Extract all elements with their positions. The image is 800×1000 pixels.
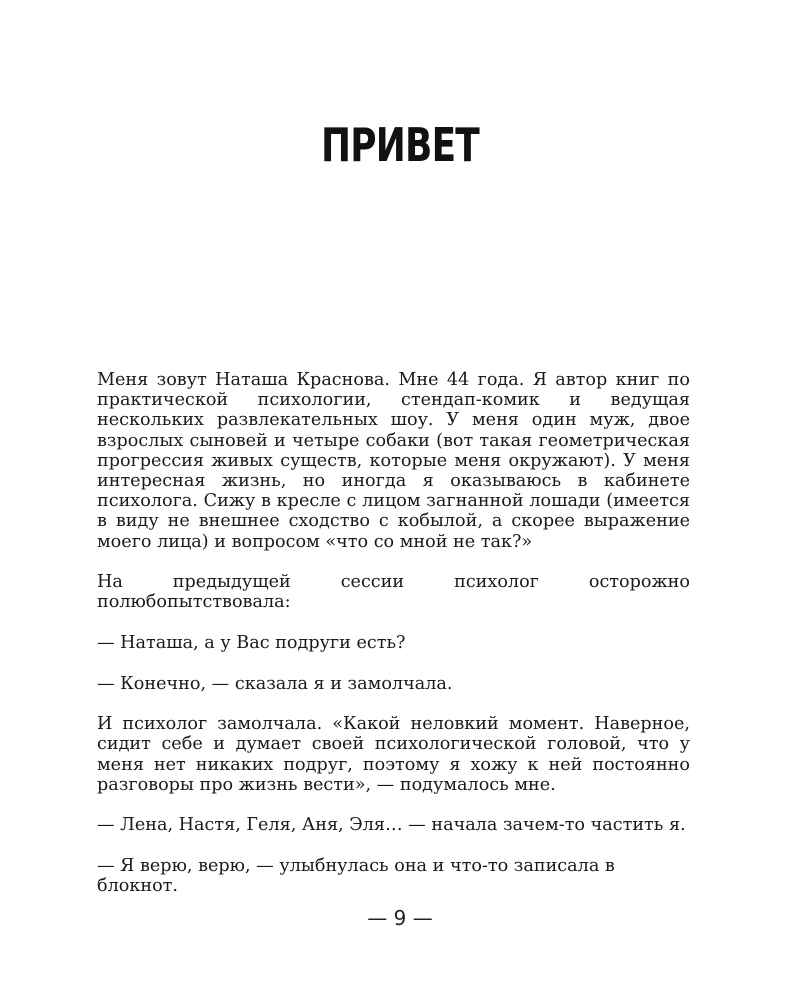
chapter-title: ПРИВЕТ: [320, 118, 479, 172]
dialogue-line: — Наташа, а у Вас подруги есть?: [97, 633, 406, 654]
dialogue-line: — Конечно, — сказала я и замолчала.: [97, 673, 453, 694]
paragraph-reflection: И психолог замолчала. «Какой неловкий момент. Наверное, сидит себе и думает своей психологической головой, что у меня нет никаких подруг, поэтому я хожу к ней постоянно разговоры про жизнь вести», — подумалось мне.: [97, 714, 690, 795]
dialogue-line: — Я верю, верю, — улыбнулась она и что-то записала в блокнот.: [97, 856, 615, 897]
paragraph-session: На предыдущей сессии психолог осторожно полюбопытствовала:: [97, 572, 690, 613]
paragraph-intro: Меня зовут Наташа Краснова. Мне 44 года. Я автор книг по практической психологии, стендап-комик и ведущая нескольких развлекательных шоу. У меня один муж, двое взрослых сыновей и четыре собаки (вот такая геометрическая прогрессия живых существ, которые меня окружают). У меня интересная жизнь, но иногда я оказываюсь в кабинете психолога. Сижу в кресле с лицом загнанной лошади (имеется в виду не внешнее сходство с кобылой, а скорее выражение моего лица) и вопросом «что со мной не так?»: [97, 370, 690, 552]
chapter-body: [97, 370, 690, 917]
dialogue-line: — Лена, Настя, Геля, Аня, Эля… — начала зачем-то частить я.: [97, 815, 686, 836]
page-number: — 9 —: [367, 906, 433, 930]
